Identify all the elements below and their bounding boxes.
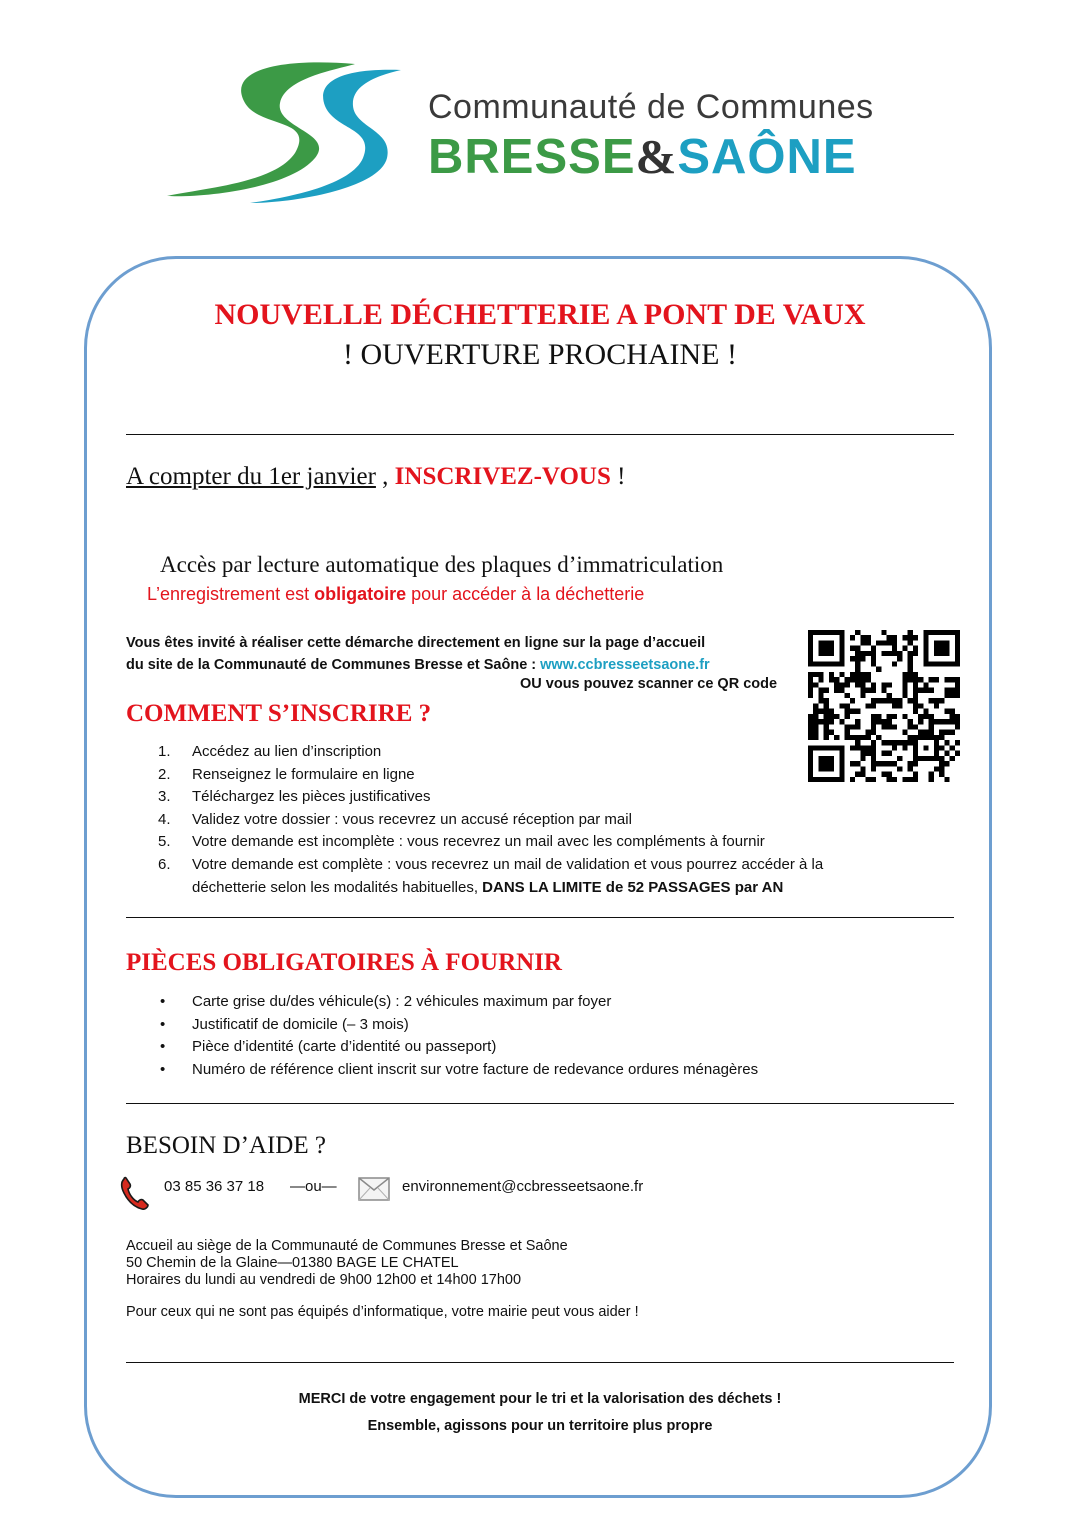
step-item: 3. Téléchargez les pièces justificatives (158, 788, 431, 806)
qr-instruction: OU vous pouvez scanner ce QR code (520, 676, 778, 692)
documents-list (126, 991, 758, 1081)
announcement-date: A compter du 1er janvier (126, 463, 376, 490)
step-item: 6. Votre demande est complète : vous recevrez un mail de validation et vous pourrez accéder à la déchetterie selon les modalités habituelles, DANS LA LIMITE de 52 PASSAGES par AN (158, 855, 824, 896)
help-note: Pour ceux qui ne sont pas équipés d’informatique, votre mairie peut vous aider ! (126, 1304, 639, 1320)
mandatory-suffix: pour accéder à la déchetterie (406, 584, 645, 604)
step-item: 4. Validez votre dossier : vous recevrez un accusé réception par mail (158, 810, 632, 828)
website-link[interactable]: www.ccbresseetsaone.fr (540, 657, 710, 673)
document-item: • Justificatif de domicile (– 3 mois) (160, 1015, 409, 1033)
qr-code-icon[interactable] (808, 630, 960, 782)
logo-line2 (428, 128, 857, 185)
phone-icon (120, 1176, 150, 1210)
online-line1: Vous êtes invité à réaliser cette démarche directement en ligne sur la page d’accueil (126, 635, 706, 651)
footer-line2: Ensemble, agissons pour un territoire plus propre (367, 1418, 713, 1434)
email-link[interactable]: environnement@ccbresseetsaone.fr (402, 1178, 644, 1195)
logo-word-saone: SAÔNE (677, 130, 857, 184)
step-item: 5. Votre demande est incomplète : vous recevrez un mail avec les compléments à fournir (158, 833, 765, 851)
mandatory-word: obligatoire (314, 584, 407, 604)
address-line: Accueil au siège de la Communauté de Communes Bresse et Saône (126, 1238, 568, 1254)
online-instructions (126, 632, 710, 676)
or-separator: —ou— (290, 1178, 337, 1195)
divider (126, 434, 954, 435)
announcement-separator: , (375, 463, 395, 490)
step-item: 1. Accédez au lien d’inscription (158, 743, 382, 760)
divider (126, 1362, 954, 1363)
page-subtitle: ! OUVERTURE PROCHAINE ! (342, 338, 737, 371)
logo-mark (165, 58, 405, 208)
logo-word-bresse: BRESSE (428, 130, 636, 184)
steps-list (126, 741, 823, 899)
documents-heading: PIÈCES OBLIGATOIRES À FOURNIR (126, 949, 562, 976)
online-line2 (126, 654, 710, 676)
online-line2-prefix: du site de la Communauté de Communes Bresse et Saône : (126, 657, 541, 673)
how-to-heading: COMMENT S’INSCRIRE ? (126, 700, 432, 727)
document-item: • Numéro de référence client inscrit sur votre facture de redevance ordures ménagères (160, 1060, 759, 1078)
footer-line1: MERCI de votre engagement pour le tri et la valorisation des déchets ! (298, 1391, 782, 1407)
document-item: • Carte grise du/des véhicule(s) : 2 véhicules maximum par foyer (160, 993, 612, 1010)
access-line: Accès par lecture automatique des plaques d’immatriculation (160, 552, 724, 577)
logo-ampersand: & (635, 129, 678, 184)
divider (126, 1103, 954, 1104)
address-line: Horaires du lundi au vendredi de 9h00 12h00 et 14h00 17h00 (126, 1272, 522, 1288)
mandatory-prefix: L’enregistrement est (147, 584, 315, 604)
announcement-cta: INSCRIVEZ-VOUS (394, 463, 611, 490)
step-item: 2. Renseignez le formulaire en ligne (158, 765, 415, 783)
announcement-cta-suffix: ! (610, 463, 626, 490)
mail-icon (358, 1177, 390, 1201)
address-line: 50 Chemin de la Glaine—01380 BAGE LE CHATEL (126, 1255, 459, 1271)
mandatory-notice (147, 584, 644, 605)
page-title: NOUVELLE DÉCHETTERIE A PONT DE VAUX (214, 298, 866, 331)
document-item: • Pièce d’identité (carte d’identité ou passeport) (160, 1038, 497, 1056)
announcement (126, 463, 625, 491)
divider (126, 917, 954, 918)
phone-number[interactable]: 03 85 36 37 18 (164, 1178, 265, 1195)
help-heading: BESOIN D’AIDE ? (126, 1132, 326, 1159)
address-block (126, 1238, 568, 1289)
logo-line1: Communauté de Communes (428, 88, 874, 126)
